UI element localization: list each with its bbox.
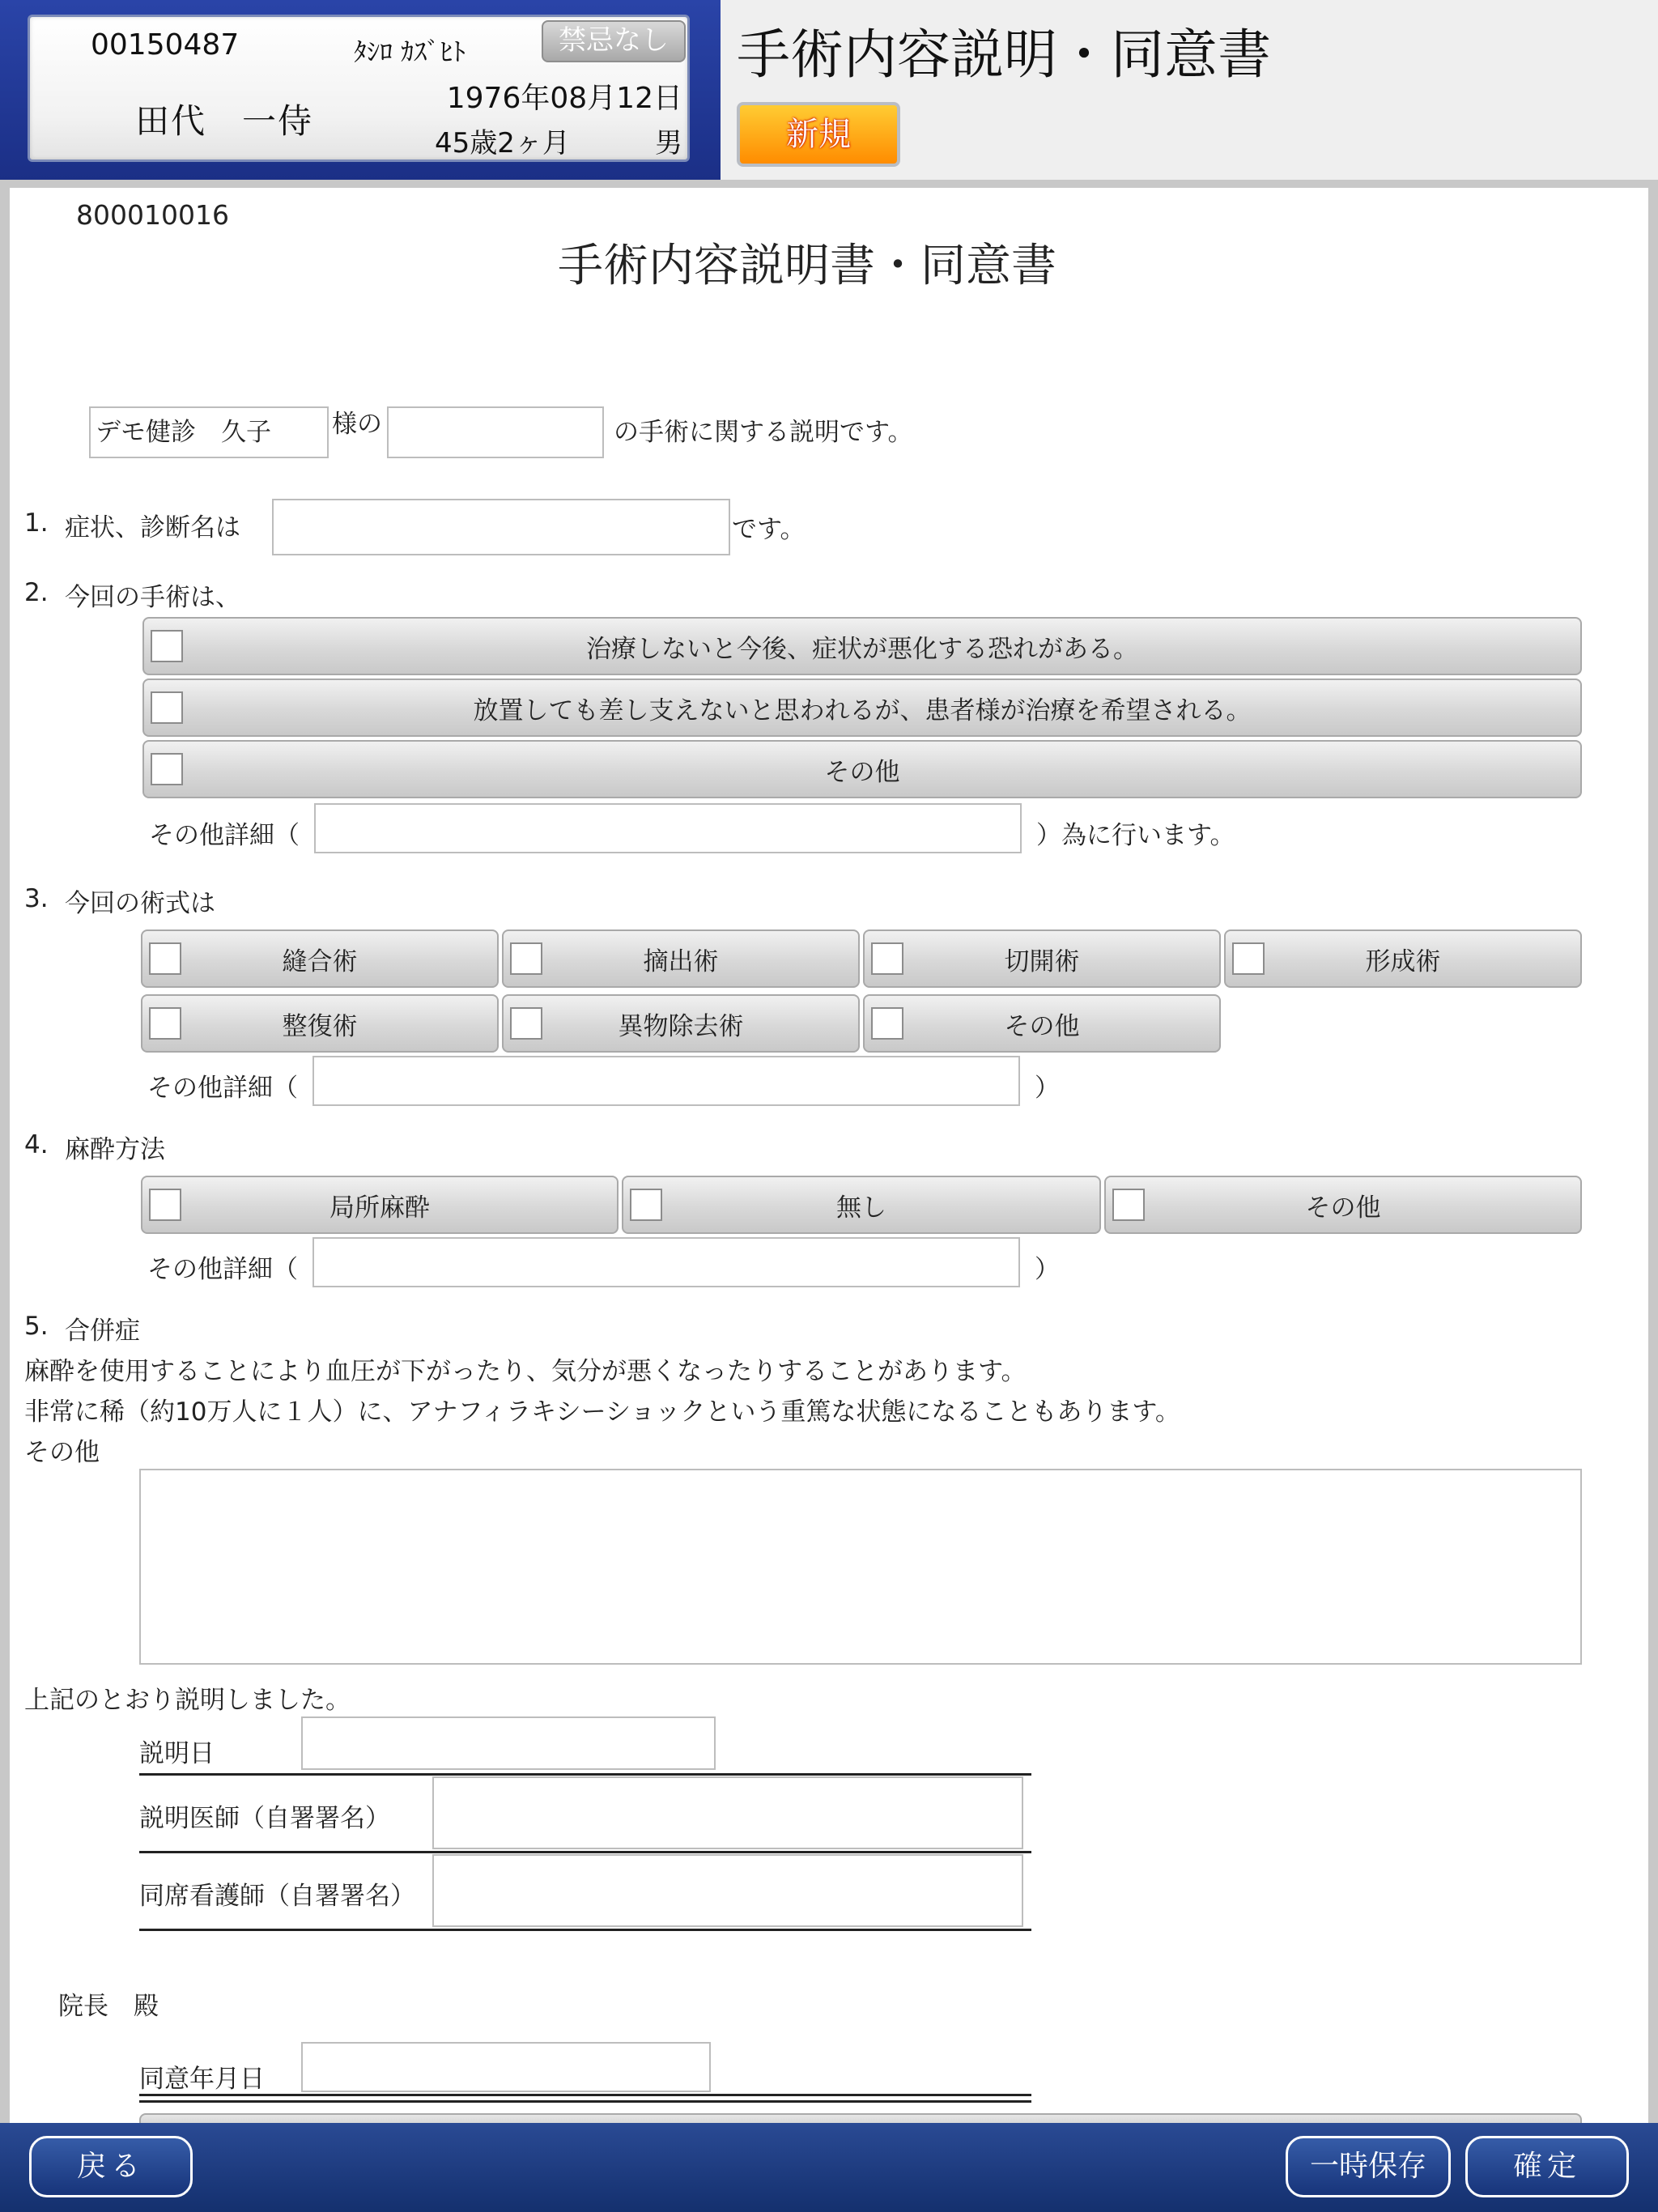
anesthesia-option-none[interactable]	[622, 1176, 1101, 1234]
checkbox[interactable]	[149, 1007, 181, 1040]
checkbox[interactable]	[510, 1007, 542, 1040]
option-label: 治療しないと今後、症状が悪化する恐れがある。	[586, 634, 1138, 664]
option-label: その他	[1305, 1193, 1381, 1223]
section2-other-suffix: ）為に行います。	[1036, 821, 1235, 850]
checkbox[interactable]	[151, 691, 183, 724]
patient-sex: 男	[655, 127, 682, 160]
section5-number: 5.	[24, 1312, 49, 1341]
divider	[139, 1773, 1031, 1776]
confirm-button[interactable]: 確定	[1465, 2136, 1629, 2197]
document-frame	[0, 180, 1658, 2123]
patient-dob: 1976年08月12日	[446, 82, 682, 115]
patient-name-field[interactable]: デモ健診 久子	[89, 406, 329, 458]
section4-label: 麻酔方法	[65, 1135, 165, 1164]
complication-text-1: 麻酔を使用することにより血圧が下がったり、気分が悪くなったりすることがあります。	[24, 1357, 1027, 1386]
option-label: 異物除去術	[618, 1011, 744, 1041]
reason-option-worsen[interactable]	[142, 617, 1582, 675]
divider	[139, 2100, 1031, 2103]
checkbox[interactable]	[871, 1007, 903, 1040]
surgery-name-field[interactable]	[387, 406, 604, 458]
anesthesia-option-local[interactable]	[141, 1176, 619, 1234]
explanation-date-field[interactable]	[301, 1716, 716, 1770]
allergy-badge: 禁忌なし	[542, 20, 686, 62]
section5-label: 合併症	[65, 1317, 140, 1346]
document-number: 800010016	[76, 199, 229, 231]
procedure-option-reduction[interactable]	[141, 994, 499, 1053]
checkbox[interactable]	[1112, 1189, 1145, 1221]
checkbox[interactable]	[1232, 942, 1265, 975]
status-badge: 新規	[737, 102, 900, 167]
section1-number: 1.	[24, 508, 49, 538]
intro-suffix-text: の手術に関する説明です。	[614, 418, 913, 447]
patient-card	[0, 0, 721, 180]
section3-number: 3.	[24, 884, 49, 913]
checkbox[interactable]	[510, 942, 542, 975]
section3-other-label: その他詳細（	[147, 1074, 298, 1103]
screen-title: 手術内容説明・同意書	[737, 23, 1271, 86]
section2-number: 2.	[24, 578, 49, 607]
section2-label: 今回の手術は、	[65, 583, 240, 612]
complication-other-textarea[interactable]	[139, 1469, 1582, 1665]
section2-other-label: その他詳細（	[149, 821, 300, 850]
document-title: 手術内容説明書・同意書	[558, 240, 1056, 292]
option-label: 形成術	[1365, 946, 1441, 976]
patient-info-panel[interactable]	[28, 15, 690, 162]
patient-kana: ﾀｼﾛ ｶｽﾞﾋﾄ	[354, 36, 466, 67]
procedure-option-suture[interactable]	[141, 929, 499, 988]
nurse-signature-label: 同席看護師（自署署名）	[139, 1882, 415, 1911]
explanation-date-label: 説明日	[139, 1739, 215, 1768]
addressee-text: 院長 殿	[58, 1992, 159, 2021]
next-option-partial[interactable]	[139, 2113, 1582, 2123]
option-label: 切開術	[1004, 946, 1080, 976]
option-label: 無し	[836, 1193, 886, 1223]
divider	[139, 1929, 1031, 1931]
doctor-signature-field[interactable]	[432, 1776, 1023, 1849]
section4-number: 4.	[24, 1130, 49, 1159]
section1-suffix: です。	[732, 515, 806, 544]
divider	[139, 2094, 1031, 2096]
patient-age: 45歳2ヶ月	[435, 127, 570, 160]
section1-label: 症状、診断名は	[65, 513, 240, 542]
option-label: 局所麻酔	[329, 1193, 430, 1223]
complication-other-label: その他	[24, 1438, 100, 1467]
section4-other-label: その他詳細（	[147, 1255, 298, 1284]
procedure-option-foreign-body[interactable]	[502, 994, 860, 1053]
section2-other-field[interactable]	[314, 803, 1022, 853]
procedure-option-plasty[interactable]	[1224, 929, 1582, 988]
temp-save-button[interactable]: 一時保存	[1286, 2136, 1451, 2197]
checkbox[interactable]	[630, 1189, 662, 1221]
option-label: 整復術	[282, 1011, 358, 1041]
checkbox[interactable]	[151, 630, 183, 662]
consent-date-label: 同意年月日	[139, 2065, 265, 2094]
reason-option-patient-wish[interactable]	[142, 678, 1582, 737]
option-label: 摘出術	[643, 946, 719, 976]
sama-no-text: 様の	[332, 410, 382, 439]
option-label: その他	[824, 757, 900, 787]
procedure-option-excision[interactable]	[502, 929, 860, 988]
section3-label: 今回の術式は	[65, 889, 215, 918]
checkbox[interactable]	[149, 1189, 181, 1221]
divider	[139, 1851, 1031, 1853]
patient-name: 田代 一侍	[135, 101, 314, 141]
back-button[interactable]: 戻る	[29, 2136, 193, 2197]
option-label: 放置しても差し支えないと思われるが、患者様が治療を希望される。	[473, 696, 1252, 725]
section3-other-suffix: ）	[1035, 1074, 1060, 1103]
procedure-option-other[interactable]	[863, 994, 1221, 1053]
section3-other-field[interactable]	[312, 1056, 1020, 1106]
section4-other-field[interactable]	[312, 1237, 1020, 1287]
option-label: 縫合術	[282, 946, 358, 976]
anesthesia-option-other[interactable]	[1104, 1176, 1582, 1234]
complication-text-2: 非常に稀（約10万人に１人）に、アナフィラキシーショックという重篤な状態になることもあります。	[24, 1397, 1180, 1427]
nurse-signature-field[interactable]	[432, 1854, 1023, 1927]
checkbox[interactable]	[871, 942, 903, 975]
diagnosis-field[interactable]	[272, 499, 730, 555]
option-label: その他	[1004, 1011, 1080, 1041]
consent-date-field[interactable]	[301, 2042, 711, 2092]
footer-bar	[0, 2123, 1658, 2212]
doctor-signature-label: 説明医師（自署署名）	[139, 1804, 390, 1833]
checkbox[interactable]	[151, 753, 183, 785]
procedure-option-incision[interactable]	[863, 929, 1221, 988]
patient-id: 00150487	[91, 28, 240, 62]
reason-option-other[interactable]	[142, 740, 1582, 798]
explained-text: 上記のとおり説明しました。	[24, 1686, 351, 1715]
section4-other-suffix: ）	[1035, 1255, 1060, 1284]
consent-document[interactable]	[10, 188, 1648, 2123]
app-header	[0, 0, 1658, 180]
checkbox[interactable]	[149, 942, 181, 975]
